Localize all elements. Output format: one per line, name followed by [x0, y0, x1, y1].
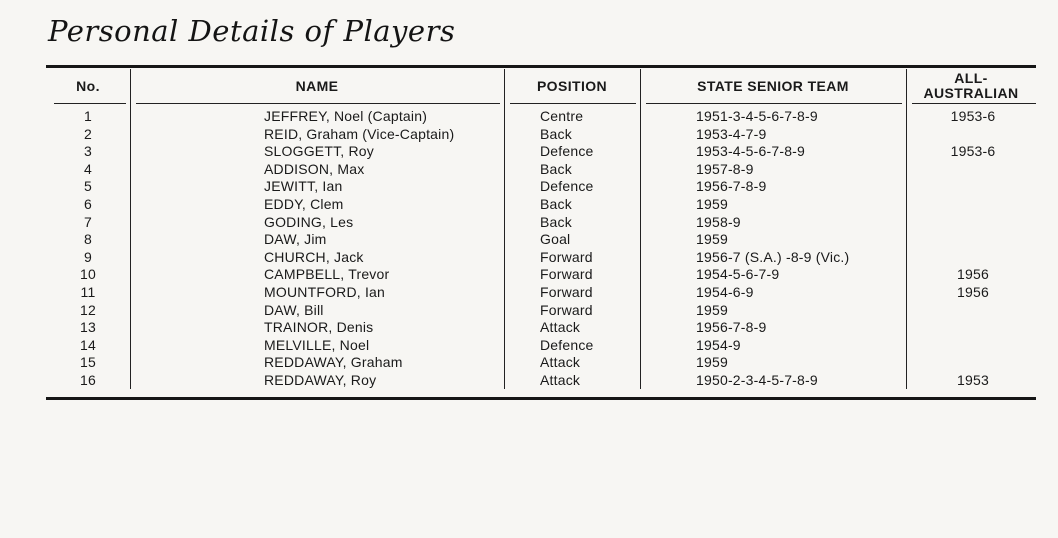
player-name: GODING, Les — [264, 213, 354, 230]
header-all-australian — [906, 69, 1036, 103]
player-position: Defence — [540, 336, 594, 353]
table-row — [46, 231, 1036, 249]
player-position: Attack — [540, 354, 581, 371]
header-all-line2: AUSTRALIAN — [923, 85, 1019, 101]
player-name: JEWITT, Ian — [264, 178, 343, 195]
player-number: 1 — [84, 108, 92, 124]
player-state-team: 1953-4-7-9 — [696, 125, 767, 142]
player-number: 7 — [84, 213, 92, 230]
player-number: 15 — [80, 354, 96, 371]
player-number: 3 — [84, 143, 92, 160]
table-row — [46, 126, 1036, 144]
player-position: Back — [540, 160, 572, 177]
player-position: Attack — [540, 371, 581, 388]
player-name: MELVILLE, Noel — [264, 336, 370, 353]
player-number: 14 — [80, 336, 96, 353]
header-no: No. — [76, 77, 100, 94]
player-state-team: 1956-7 (S.A.) -8-9 (Vic.) — [696, 248, 850, 265]
player-position: Back — [540, 125, 572, 142]
player-number: 10 — [80, 266, 96, 283]
table-row — [46, 214, 1036, 232]
player-position: Centre — [540, 108, 584, 124]
header-rule — [510, 103, 636, 104]
page-title: Personal Details of Players — [48, 14, 456, 48]
player-state-team: 1957-8-9 — [696, 160, 754, 177]
header-name: NAME — [295, 77, 339, 94]
player-state-team: 1954-6-9 — [696, 283, 754, 300]
player-position: Forward — [540, 248, 593, 265]
player-position: Forward — [540, 301, 593, 318]
player-number: 6 — [84, 195, 92, 212]
player-number: 2 — [84, 125, 92, 142]
header-all-line1: ALL- — [954, 70, 988, 86]
player-number: 16 — [80, 371, 96, 388]
player-state-team: 1959 — [696, 301, 728, 318]
player-position: Goal — [540, 231, 571, 248]
table-row — [46, 196, 1036, 214]
table-row — [46, 319, 1036, 337]
player-number: 9 — [84, 248, 92, 265]
table-row — [46, 266, 1036, 284]
player-state-team: 1950-2-3-4-5-7-8-9 — [696, 371, 818, 388]
player-position: Defence — [540, 143, 594, 160]
table-row — [46, 372, 1036, 390]
table-row — [46, 161, 1036, 179]
player-all-australian: 1953-6 — [950, 108, 996, 124]
player-state-team: 1959 — [696, 354, 728, 371]
player-name: TRAINOR, Denis — [264, 319, 374, 336]
player-state-team: 1954-5-6-7-9 — [696, 266, 780, 283]
header-rule — [136, 103, 500, 104]
table-row — [46, 178, 1036, 196]
player-number: 12 — [80, 301, 96, 318]
player-number: 4 — [84, 160, 92, 177]
player-position: Back — [540, 213, 572, 230]
table-top-rule — [46, 65, 1036, 68]
player-all-australian: 1956 — [957, 283, 989, 300]
player-position: Back — [540, 195, 572, 212]
table-row — [46, 284, 1036, 302]
player-number: 8 — [84, 231, 92, 248]
table-row — [46, 249, 1036, 267]
table-row — [46, 354, 1036, 372]
player-name: JEFFREY, Noel (Captain) — [264, 108, 428, 124]
player-state-team: 1954-9 — [696, 336, 741, 353]
player-name: ADDISON, Max — [264, 160, 365, 177]
player-name: SLOGGETT, Roy — [264, 143, 374, 160]
player-name: EDDY, Clem — [264, 195, 344, 212]
header-position: POSITION — [536, 77, 608, 94]
player-all-australian: 1953 — [957, 371, 989, 388]
player-state-team: 1958-9 — [696, 213, 741, 230]
table-row — [46, 143, 1036, 161]
header-state-team: STATE SENIOR TEAM — [697, 77, 849, 94]
table-row — [46, 108, 1036, 126]
player-name: CHURCH, Jack — [264, 248, 364, 265]
player-name: REID, Graham (Vice-Captain) — [264, 125, 455, 142]
player-name: CAMPBELL, Trevor — [264, 266, 390, 283]
player-position: Forward — [540, 283, 593, 300]
player-state-team: 1956-7-8-9 — [696, 319, 767, 336]
table-row — [46, 302, 1036, 320]
player-all-australian: 1956 — [957, 266, 989, 283]
player-state-team: 1959 — [696, 195, 728, 212]
player-state-team: 1956-7-8-9 — [696, 178, 767, 195]
player-name: DAW, Jim — [264, 231, 327, 248]
player-all-australian: 1953-6 — [950, 143, 996, 160]
player-name: DAW, Bill — [264, 301, 324, 318]
player-state-team: 1951-3-4-5-6-7-8-9 — [696, 108, 818, 124]
player-position: Attack — [540, 319, 581, 336]
player-name: MOUNTFORD, Ian — [264, 283, 386, 300]
player-number: 5 — [84, 178, 92, 195]
player-number: 11 — [80, 283, 96, 300]
player-number: 13 — [80, 319, 96, 336]
header-rule — [54, 103, 126, 104]
table-bottom-rule — [46, 397, 1036, 400]
player-position: Defence — [540, 178, 594, 195]
player-name: REDDAWAY, Roy — [264, 371, 377, 388]
player-state-team: 1953-4-5-6-7-8-9 — [696, 143, 806, 160]
header-rule — [646, 103, 902, 104]
table-row — [46, 337, 1036, 355]
player-state-team: 1959 — [696, 231, 728, 248]
player-name: REDDAWAY, Graham — [264, 354, 403, 371]
player-position: Forward — [540, 266, 593, 283]
players-table-body — [46, 108, 1036, 390]
header-rule — [912, 103, 1036, 104]
